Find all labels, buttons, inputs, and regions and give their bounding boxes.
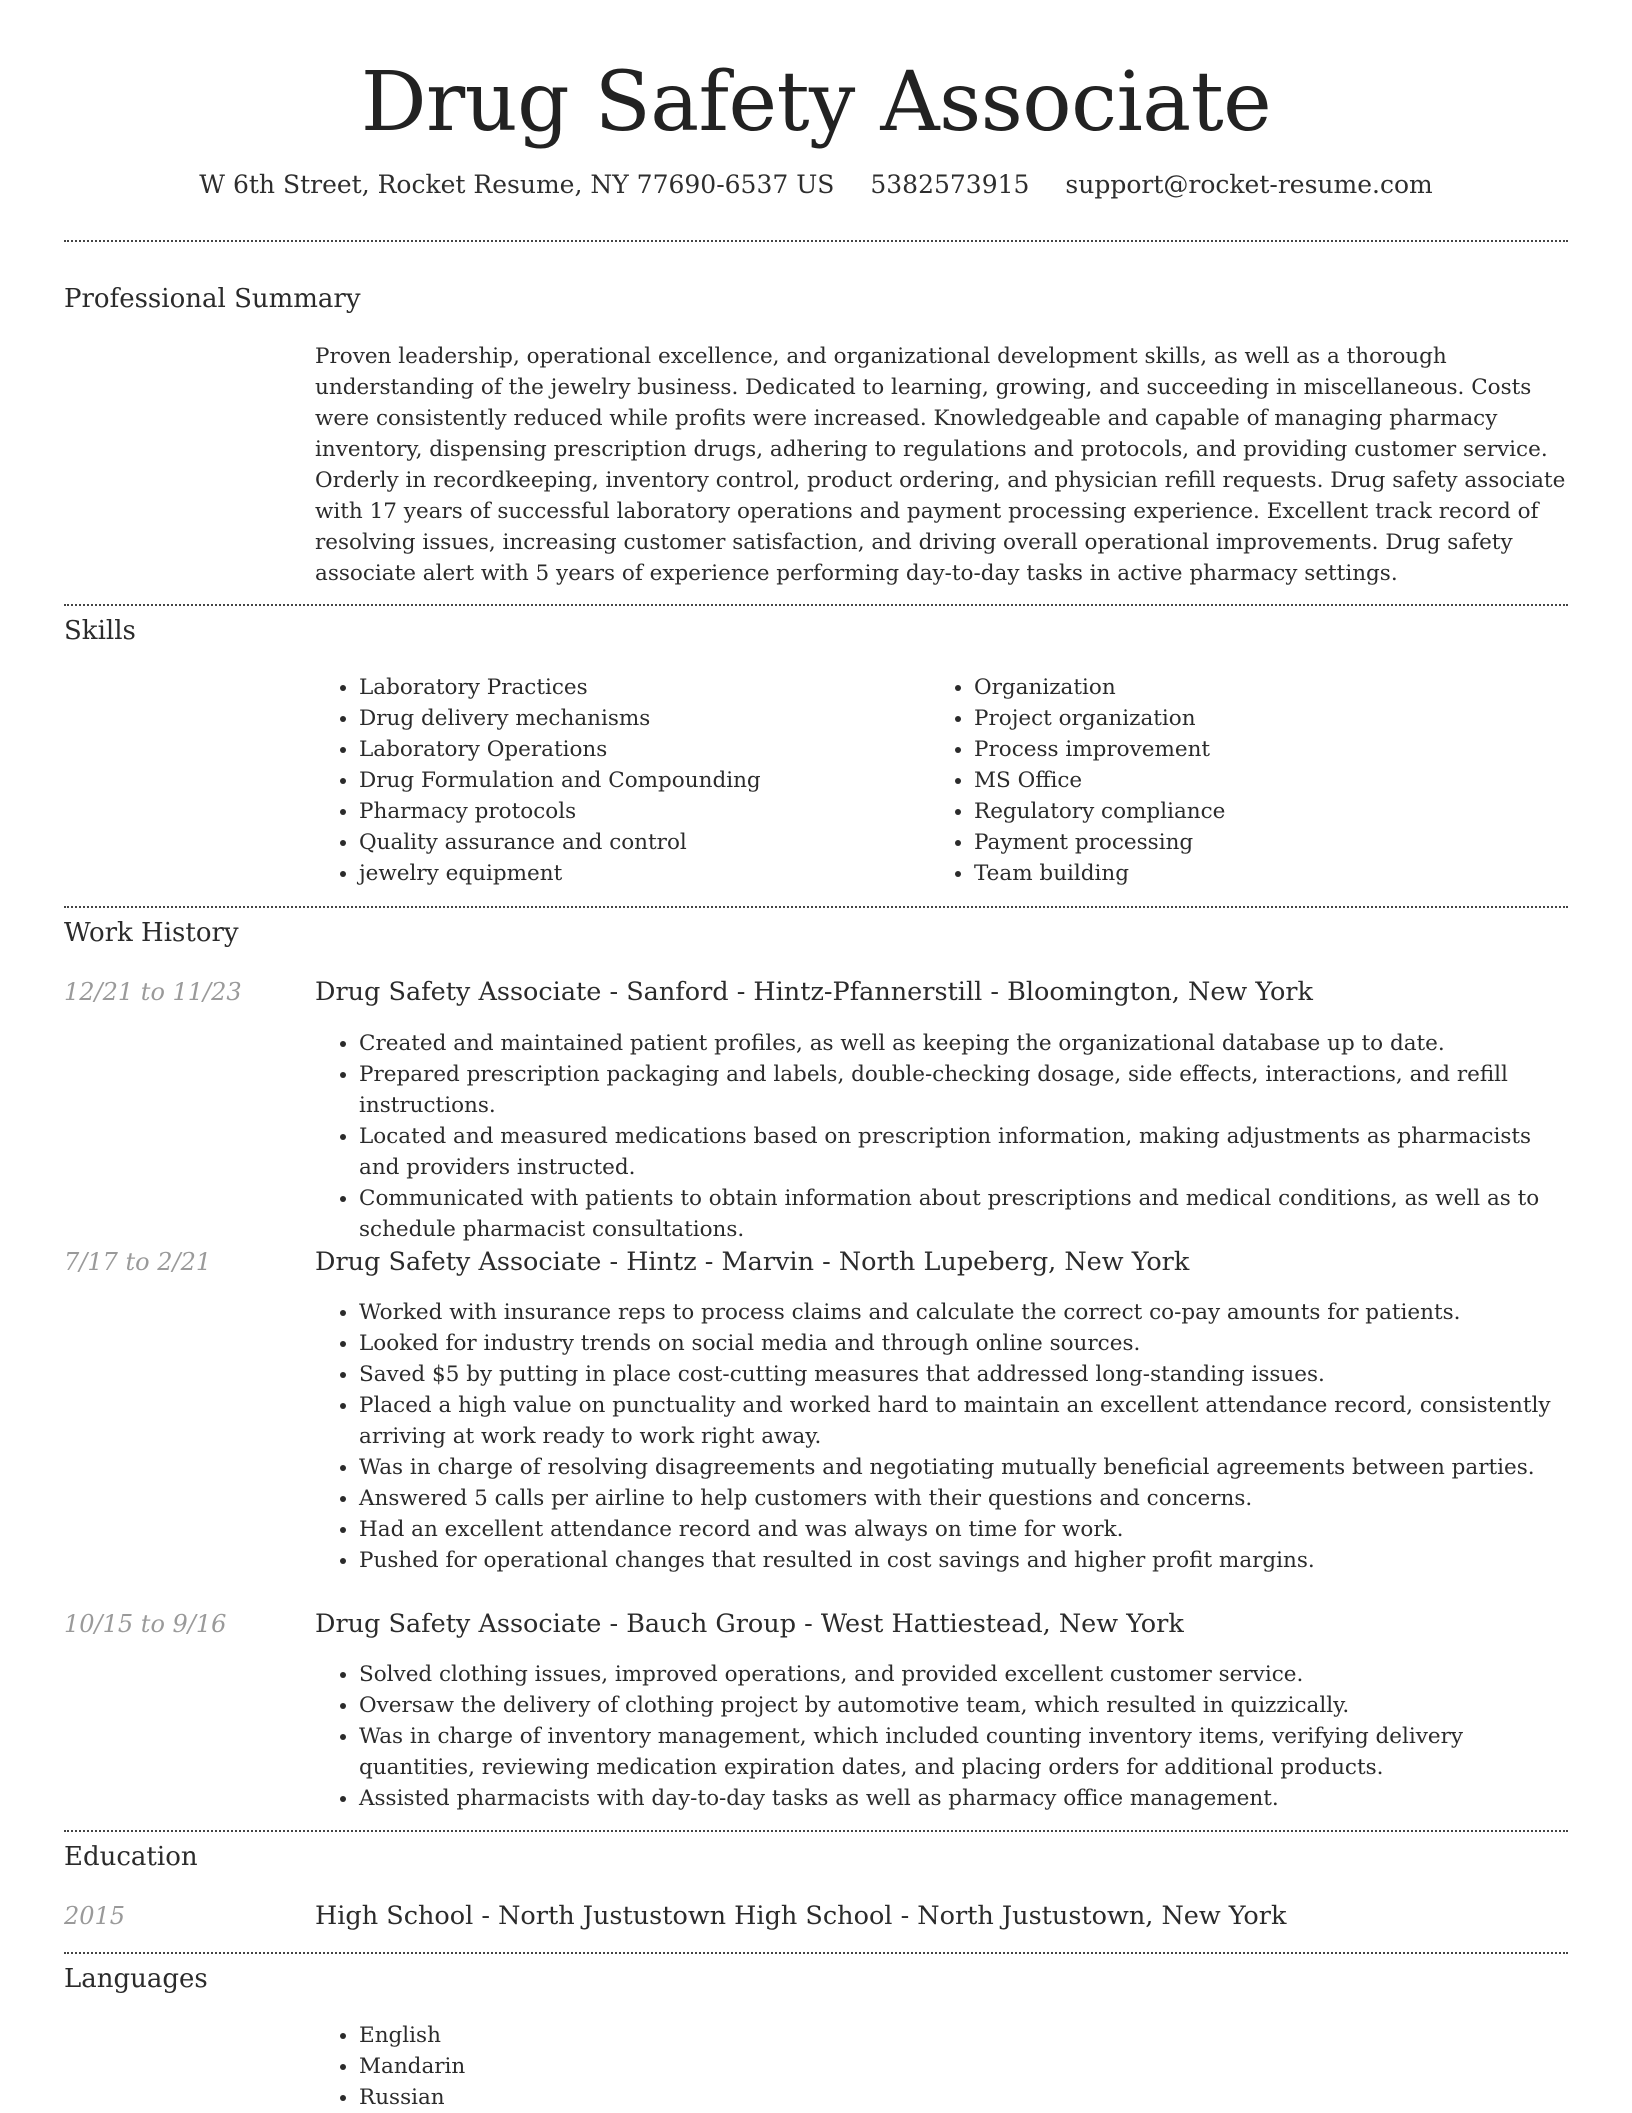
resume-name: Drug Safety Associate — [360, 55, 1272, 150]
skill-item: • Pharmacy protocols — [359, 796, 915, 827]
job-duties — [315, 1028, 1568, 1245]
job-duty-list — [315, 1659, 1568, 1814]
contact-phone: 5382573915 — [870, 170, 1030, 199]
job-duty: • Looked for industry trends on social media and through online sources. — [359, 1328, 1568, 1359]
divider — [64, 604, 1568, 606]
skill-item: • Payment processing — [974, 827, 1530, 858]
skill-item: • Project organization — [974, 703, 1530, 734]
section-title-skills: Skills — [64, 616, 136, 646]
job-dates: 12/21 to 11/23 — [64, 978, 242, 1006]
job-duty: • Pushed for operational changes that resulted in cost savings and higher profit margins. — [359, 1545, 1568, 1576]
skill-item: • Regulatory compliance — [974, 796, 1530, 827]
job-duty: • Saved $5 by putting in place cost-cutting measures that addressed long-standing issues. — [359, 1359, 1568, 1390]
divider — [64, 906, 1568, 908]
divider — [64, 1830, 1568, 1832]
job-duty: • Communicated with patients to obtain information about prescriptions and medical conditions, as well as to schedule pharmacist consultations. — [359, 1183, 1568, 1245]
skills-column-right — [930, 672, 1530, 889]
job-duty: • Located and measured medications based on prescription information, making adjustments as pharmacists and providers instructed. — [359, 1121, 1568, 1183]
skills-list-left — [315, 672, 915, 889]
skill-item: • Team building — [974, 858, 1530, 889]
job-duties — [315, 1297, 1568, 1576]
education-heading: High School - North Justustown High School - North Justustown, New York — [315, 1901, 1287, 1931]
contact-address: W 6th Street, Rocket Resume, NY 77690-6537 US — [199, 170, 835, 199]
job-duty: • Had an excellent attendance record and was always on time for work. — [359, 1514, 1568, 1545]
job-heading: Drug Safety Associate - Bauch Group - West Hattiestead, New York — [315, 1609, 1184, 1639]
job-duty-list — [315, 1297, 1568, 1576]
skill-item: • Drug Formulation and Compounding — [359, 765, 915, 796]
contact-email: support@rocket-resume.com — [1065, 170, 1433, 199]
skill-item: • jewelry equipment — [359, 858, 915, 889]
job-duty-list — [315, 1028, 1568, 1245]
skill-item: • MS Office — [974, 765, 1530, 796]
language-item: • Russian — [359, 2082, 1568, 2113]
skill-item: • Quality assurance and control — [359, 827, 915, 858]
job-heading: Drug Safety Associate - Hintz - Marvin - North Lupeberg, New York — [315, 1247, 1190, 1277]
contact-line — [64, 170, 1568, 199]
section-title-work: Work History — [64, 918, 239, 948]
job-dates: 7/17 to 2/21 — [64, 1248, 212, 1276]
education-year: 2015 — [64, 1902, 126, 1930]
skill-item: • Laboratory Practices — [359, 672, 915, 703]
skill-item: • Process improvement — [974, 734, 1530, 765]
section-title-education: Education — [64, 1842, 198, 1872]
job-duty: • Created and maintained patient profiles, as well as keeping the organizational database up to date. — [359, 1028, 1568, 1059]
section-title-summary: Professional Summary — [64, 284, 361, 314]
job-duty: • Prepared prescription packaging and labels, double-checking dosage, side effects, interactions, and refill instructions. — [359, 1059, 1568, 1121]
skill-item: • Drug delivery mechanisms — [359, 703, 915, 734]
job-duty: • Solved clothing issues, improved operations, and provided excellent customer service. — [359, 1659, 1568, 1690]
divider — [64, 240, 1568, 242]
section-title-languages: Languages — [64, 1964, 208, 1994]
job-heading: Drug Safety Associate - Sanford - Hintz-Pfannerstill - Bloomington, New York — [315, 977, 1313, 1007]
divider — [64, 1952, 1568, 1954]
job-duty: • Oversaw the delivery of clothing project by automotive team, which resulted in quizzically. — [359, 1690, 1568, 1721]
job-duty: • Answered 5 calls per airline to help customers with their questions and concerns. — [359, 1483, 1568, 1514]
language-item: • Mandarin — [359, 2051, 1568, 2082]
skills-list-right — [930, 672, 1530, 889]
language-item: • English — [359, 2020, 1568, 2051]
job-duties — [315, 1659, 1568, 1814]
languages-block — [315, 2020, 1568, 2113]
job-duty: • Was in charge of inventory management, which included counting inventory items, verifying delivery quantities, reviewing medication expiration dates, and placing orders for additional products. — [359, 1721, 1568, 1783]
job-duty: • Was in charge of resolving disagreements and negotiating mutually beneficial agreements between parties. — [359, 1452, 1568, 1483]
skill-item: • Organization — [974, 672, 1530, 703]
languages-list — [315, 2020, 1568, 2113]
skill-item: • Laboratory Operations — [359, 734, 915, 765]
job-duty: • Worked with insurance reps to process claims and calculate the correct co-pay amounts for patients. — [359, 1297, 1568, 1328]
job-duty: • Placed a high value on punctuality and worked hard to maintain an excellent attendance record, consistently arriving at work ready to work right away. — [359, 1390, 1568, 1452]
skills-column-left — [315, 672, 915, 889]
job-dates: 10/15 to 9/16 — [64, 1610, 227, 1638]
job-duty: • Assisted pharmacists with day-to-day tasks as well as pharmacy office management. — [359, 1783, 1568, 1814]
summary-text: Proven leadership, operational excellence, and organizational development skills, as well as a thorough understanding of the jewelry business. Dedicated to learning, growing, and succeeding in miscellaneous. Costs were consistently reduced while profits were increased. Knowledgeable and capable of managing pharmacy inventory, dispensing prescription drugs, adhering to regulations and protocols, and providing customer service. Orderly in recordkeeping, inventory control, product ordering, and physician refill requests. Drug safety associate with 17 years of successful laboratory operations and payment processing experience. Excellent track record of resolving issues, increasing customer satisfaction, and driving overall operational improvements. Drug safety associate alert with 5 years of experience performing day-to-day tasks in active pharmacy settings. — [315, 344, 1566, 586]
